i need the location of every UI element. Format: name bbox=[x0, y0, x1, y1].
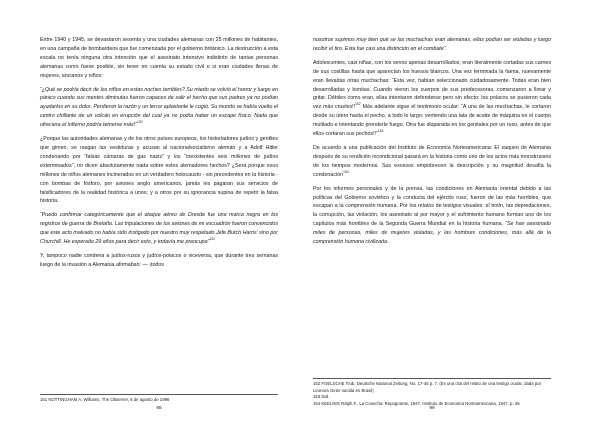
page-number-left: 98 bbox=[156, 406, 162, 411]
left-quote-dresden-text: “Puedo confirmar categóricamente que el ataque aéreo de Dresde fue una marca negra en los registros de guerra de Bretaña. Las tripulaciones de los aviones de mi escuadrón fueron convencidos que este acto malvado no había sido instigado por nuestro muy respetado Jefe Butch Harris’ sino por Churchill. He esperado 29 años para decir esto, y todavía me preocupa” bbox=[40, 212, 278, 246]
footnote-ref-153: 153 bbox=[377, 129, 384, 134]
left-quote-dresden bbox=[40, 211, 278, 247]
left-quote-children-text: “¿Qué se podría decir de los niños en estas noches terribles? Su miedo se volvió el horror y luego en pánico cuando sus mentes diminutas fueron capaces de salir el hecho que sus padres ya no podían ayudarlos en su dolor. Perdieron la razón y un terror aplastante le cogió. Su mundo se había vuelto el centro chillante de un volcán en erupción del cual ya no podía haber un escape físico. Nada que ofreciera el infierno podría temerse más!” bbox=[40, 86, 279, 129]
footnote-151: 151 NOTTINGHAM A. Williams, The Observer, 6 de agosto de 1996 bbox=[40, 397, 170, 402]
footnote-ref-151: 151 bbox=[209, 237, 215, 242]
right-paragraph-2-tail: Más adelante sigue el testimonio ocular: “A una de las muchachas, le cortaron desde su útero hasta el pecho, a todo lo largo; vertiendo una lata de aceite de máquina en el cuerpo mutilado e intentando prenderle fuego. Otra fue disparada en los genitales por un ruso, antes de que ellos cortaran sus pechos!!” bbox=[313, 104, 551, 138]
right-footnotes bbox=[313, 378, 551, 407]
right-paragraph-4-quote: “Se han asesinado miles de personas, miles de mujeres violadas, y las hombres condiciones, más allá de la comprensión humana civilizada. bbox=[313, 221, 551, 246]
footnote-ref-154: 154 bbox=[343, 169, 349, 174]
footnote-ref-152: 152 bbox=[355, 102, 361, 107]
left-paragraph-5: Y, tampoco nadie condena a judíos-rusos y judíos-polacos o viceversa, que durante tres semanas luego de la invasión a Alemania afirmaban: — ¡todos bbox=[40, 252, 278, 268]
left-footnotes bbox=[40, 394, 278, 404]
right-paragraph-3 bbox=[313, 144, 551, 180]
right-paragraph-4 bbox=[313, 185, 551, 247]
left-paragraph-3: ¿Porque las autoridades alemanas y de los otros países europeos, los historiadores judíos y gentiles que gimen, se rasgan las vestiduras y acusan al nacionalsocialismo alemán y a Adolf Hitler condenando por “falsas cámaras de gas nazis” y los “inexistentes seis millones de judíos exterminados”, no dicen absolutamente nada sobre estos alemadores hechos? ¿Será porque esos millones de niños alemanes incinerados en un verdadero holocausto - sin precedentes en la historia - con bombas de fósforo, por aviones anglo americanos, jamás les pagaran sus servicios de falsificadores de la realidad histórica a unos; y a otros por su ignorancia supina de repetir la falsa historia. bbox=[40, 136, 278, 205]
right-paragraph-3-text: De acuerdo a una publicación del Instituto de Economía Norteamericana: El saqueo de Alemania después de su rendición incondicional pasará en la historia como uno de los actos más monstruosos de los tiempos modernos. Sus excesos empobrecen la descripción y su magnitud desafía la condenación bbox=[313, 144, 551, 178]
footnote-152: 152 FOELSCHE Trub, Deutsche National Zeitung, No. 17-45 p. 7. (Es una cita del relato de una testigo ocular, dada por Leonora Geier nacida en Brasil) bbox=[313, 381, 542, 393]
right-paragraph-1: nosotros supimos muy bien qué se las muchachas eran alemanas, ellas podían ser violadas y luego recibir el tiro. Esta fue casi una distinción en el combate”. bbox=[313, 37, 551, 52]
left-quote-children bbox=[40, 86, 278, 131]
right-paragraph-4-text: Por los informes personales y de la prensa, las condiciones en Alemania oriental debido a las políticas del Gobierno soviético y la conducta del ejército ruso, fueron de las más horribles, que escapan a la comprensión humana. Por los relatos de testigos visuales: el botín, las depredaciones, la corrupción, las violación, los asesinato al por mayor y el sufrimiento humano forman uno de los capítulos más horribles de la Segunda Guerra Mundial en la historia humana. bbox=[313, 185, 551, 228]
left-paragraph-1: Entre 1940 y 1945, se devastaron sesenta y una ciudades alemanas con 25 millones de habitantes, en una campaña de bombardeos que fue comenzada por el gobierno británico. La destrucción a esta escala no tenía ninguna otra intención que el asesinato intensivo indistinto de tantas personas alemanas como fuese posible, sin tener en cuenta su estado civil o si eran ciudades llenas de mujeres, ancianos y niños: bbox=[40, 37, 278, 79]
footnote-154: 154 KEELING Ralph F., La Cosecha: Repugnante, 1947. Instituto de Economía Norteamericana, 1947, p. 45 bbox=[313, 400, 520, 406]
footnote-153: 153 Ibid. bbox=[313, 394, 330, 400]
right-paragraph-2-text: Adolescentes, casi niñas, con los senos apenas desarrollados; eran literalmente cortadas sus carnes de sus costillas hasta que aparecían los huesos blancos. Una vez terminada la faena, nuevamente eran llevadas otras muchachas: “Esta vez, habían seleccionado cuidadosamente. Todas eran bien desarrolladas y bonitas. Cuando vieron los cuerpos de sus predecesoras, comenzaron a llorar y gritar. Débiles como eran, ellas intentaron defenderse pero sin efecto; los polacos se pusieron cada vez más crueles!! bbox=[313, 59, 551, 111]
page-number-right: 99 bbox=[429, 406, 435, 411]
right-paragraph-2 bbox=[313, 59, 551, 139]
footnote-ref-150: 150 bbox=[136, 120, 143, 125]
right-page bbox=[313, 36, 551, 416]
left-page bbox=[40, 36, 278, 416]
